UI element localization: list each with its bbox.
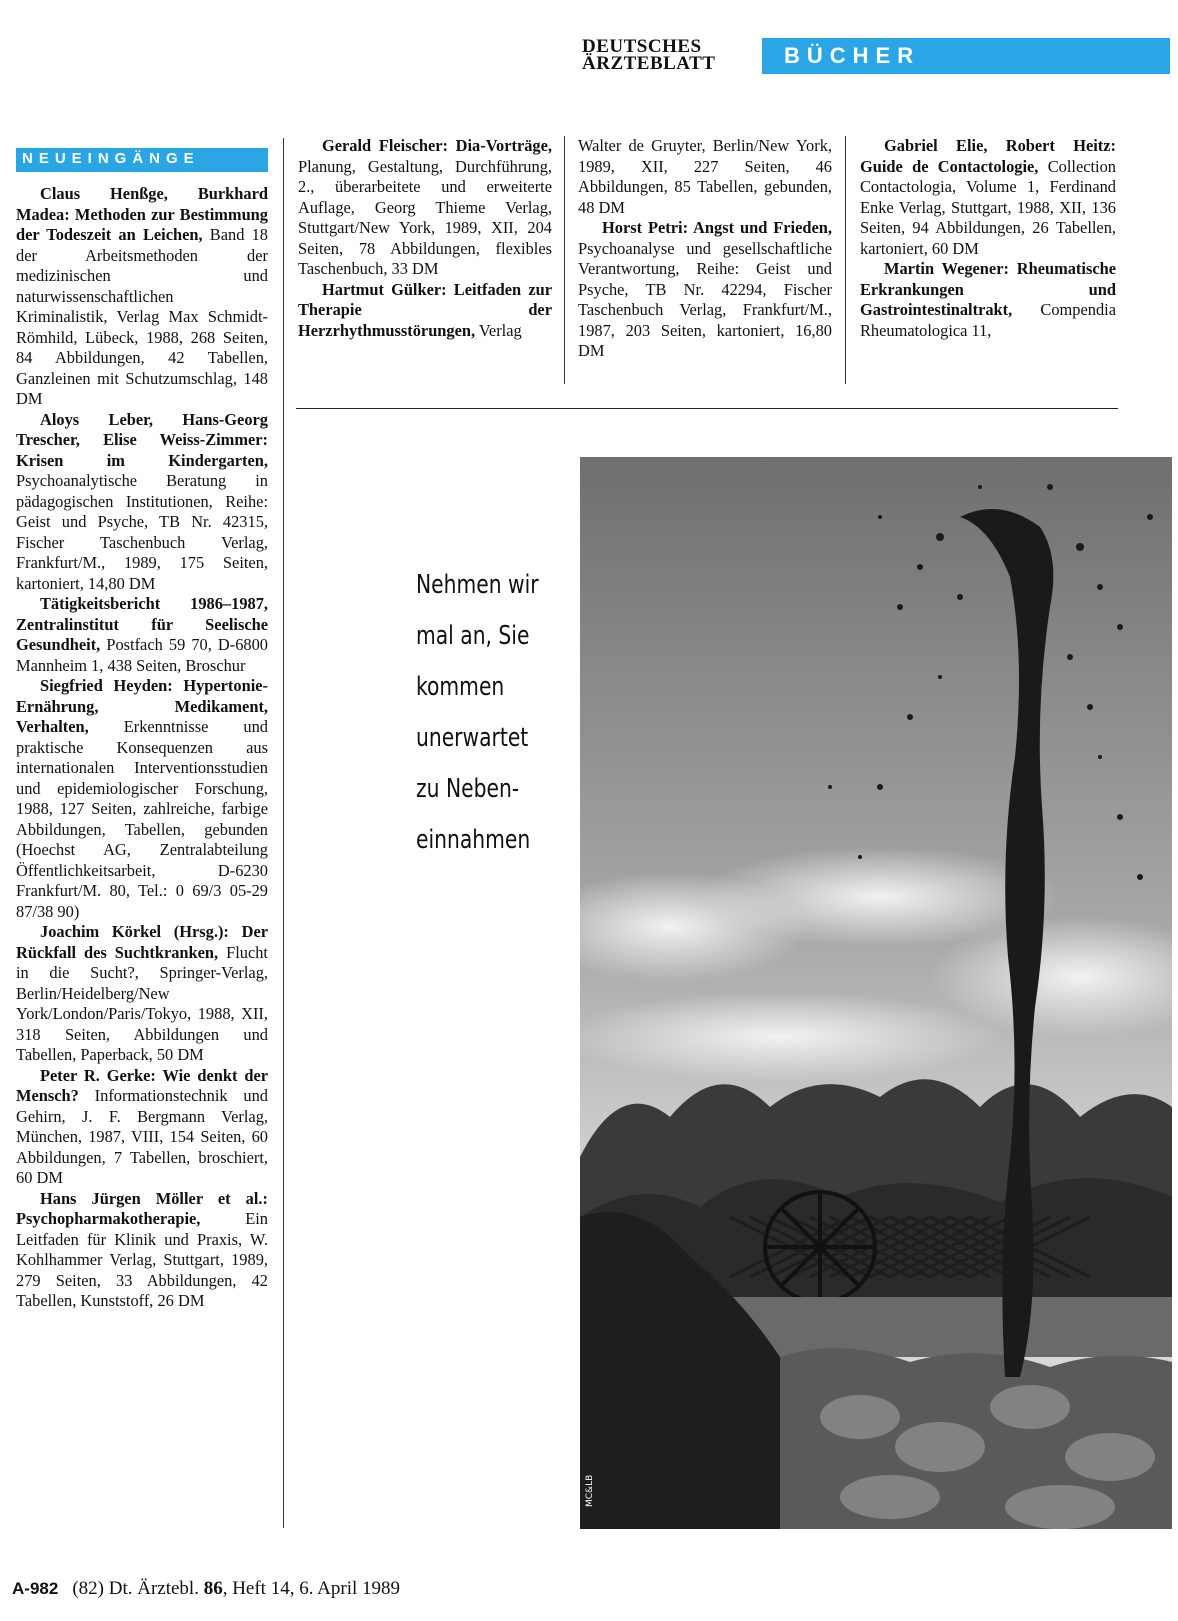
- book-details: Planung, Gestaltung, Durchführung, 2., überarbeitete und erweiterte Auflage, Georg Thieme Verlag, Stuttgart/New York, 1989, XII, 204 Seiten, 78 Abbildungen, flexibles Taschenbuch, 33 DM: [298, 156, 552, 278]
- advert-photo: [580, 457, 1172, 1529]
- citation-pre: (82) Dt. Ärztebl.: [72, 1578, 204, 1599]
- book-details: Compendia Rheumatologica 11,: [860, 300, 1116, 340]
- book-author-title: Peter R. Gerke: Wie denkt der Mensch?: [16, 1065, 268, 1105]
- wagon-wheel: [765, 1192, 875, 1302]
- masthead-line2: ÄRZTEBLATT: [582, 53, 716, 74]
- column-1: [16, 148, 268, 1312]
- page-number: A-982: [12, 1579, 59, 1598]
- page-footer: [12, 1578, 400, 1600]
- book-details: Erkenntnisse und praktische Konsequenzen aus internationalen Interventionsstudien und epidemiologischer Forschung, 1988, 127 Seiten, zahlreiche, farbige Abbildungen, Tabellen, gebunden (Hoechst AG, Zentralabteilung Öffentlichkeitsarbeit, D-6230 Frankfurt/M. 80, Tel.: 0 69/3 05-29 87/38 90): [16, 717, 268, 921]
- column-divider: [283, 138, 284, 1528]
- book-entry: [860, 136, 1116, 259]
- book-details: Postfach 59 70, D-6800 Mannheim 1, 438 Seiten, Broschur: [16, 635, 268, 675]
- book-entry: [298, 136, 552, 280]
- advert-line: unerwartet: [416, 723, 529, 753]
- book-details: Psychoanalyse und gesellschaftliche Verantwortung, Reihe: Geist und Psyche, TB Nr. 42294, Fischer Taschenbuch Verlag, Frankfurt/M., 1987, 203 Seiten, kartoniert, 16,80 DM: [578, 238, 832, 360]
- book-entry: [16, 1066, 268, 1189]
- book-details: Informationstechnik und Gehirn, J. F. Bergmann Verlag, München, 1987, VIII, 154 Seiten, 60 Abbildungen, 7 Tabellen, broschiert, 60 DM: [16, 1086, 268, 1187]
- section-banner: [762, 38, 1170, 74]
- book-author-title: Hans Jürgen Möller et al.: Psychopharmakotherapie,: [16, 1188, 268, 1228]
- book-author-title: Horst Petri: Angst und Frieden,: [602, 218, 832, 237]
- column-4: [860, 136, 1116, 341]
- book-entry: [16, 594, 268, 676]
- book-details: Ein Leitfaden für Klinik und Praxis, W. Kohlhammer Verlag, Stuttgart, 1989, 279 Seiten, 33 Abbildungen, 42 Tabellen, Kunststoff, 26 DM: [16, 1209, 268, 1310]
- advert-line: kommen: [416, 672, 505, 702]
- section-title: BÜCHER: [784, 43, 921, 68]
- advert-headline: [416, 560, 549, 866]
- book-entry: [16, 676, 268, 922]
- book-entry: [16, 1189, 268, 1312]
- advert-line: einnahmen: [416, 825, 531, 855]
- neueingaenge-text: NEUEINGÄNGE: [22, 150, 200, 167]
- book-author-title: Aloys Leber, Hans-Georg Trescher, Elise Weiss-Zimmer: Krisen im Kindergarten,: [16, 409, 268, 470]
- column-2: [298, 136, 552, 341]
- book-details: Band 18 der Arbeitsmethoden der medizinischen und naturwissenschaftlichen Kriminalistik, Verlag Max Schmidt-Römhild, Lübeck, 1988, 268 Seiten, 84 Abbildungen, 42 Tabellen, Ganzleinen mit Schutzumschlag, 148 DM: [16, 225, 268, 408]
- book-author-title: Siegfried Heyden: Hypertonie-Ernährung, Medikament, Verhalten,: [16, 676, 268, 736]
- citation-volume: 86: [203, 1578, 223, 1599]
- neueingaenge-label: [16, 148, 268, 172]
- book-author-title: Tätigkeitsbericht 1986–1987, Zentralinstitut für Seelische Gesundheit,: [16, 594, 268, 654]
- garden-fountain-image: [580, 457, 1172, 1529]
- book-author-title: Martin Wegener: Rheumatische Erkrankungen und Gastrointestinaltrakt,: [860, 259, 1116, 319]
- book-entry: [298, 280, 552, 342]
- horizontal-rule: [296, 408, 1118, 409]
- book-entry: [860, 259, 1116, 341]
- book-author-title: Gabriel Elie, Robert Heitz: Guide de Contactologie,: [860, 136, 1116, 176]
- advert-line: mal an, Sie: [416, 621, 530, 651]
- book-entry: [16, 184, 268, 410]
- book-entry: [16, 922, 268, 1066]
- book-details: Psychoanalytische Beratung in pädagogischen Institutionen, Reihe: Geist und Psyche, TB Nr. 42315, Fischer Taschenbuch Verlag, Frankfurt/M., 1989, 175 Seiten, kartoniert, 14,80 DM: [16, 471, 268, 593]
- photo-credit: MC&LB: [585, 1474, 595, 1507]
- book-author-title: Joachim Körkel (Hrsg.): Der Rückfall des Suchtkranken,: [16, 922, 268, 962]
- book-details: Collection Contactologia, Volume 1, Ferdinand Enke Verlag, Stuttgart, 1988, XII, 136 Seiten, 94 Abbildungen, 26 Tabellen, kartoniert, 60 DM: [860, 156, 1116, 258]
- advert-line: zu Neben-: [416, 774, 520, 804]
- citation-post: , Heft 14, 6. April 1989: [222, 1578, 401, 1599]
- book-entry: [578, 136, 832, 218]
- book-author-title: Hartmut Gülker: Leitfaden zur Therapie der Herzrhythmusstörungen,: [298, 279, 552, 340]
- column-divider: [564, 136, 565, 384]
- book-entry: [16, 410, 268, 595]
- entries-column-2: [298, 136, 552, 341]
- entries-column-1: [16, 184, 268, 1312]
- book-entry: [578, 218, 832, 362]
- advert-line: Nehmen wir: [416, 570, 539, 600]
- book-author-title: Claus Henßge, Burkhard Madea: Methoden zur Bestimmung der Todeszeit an Leichen,: [16, 184, 268, 244]
- column-divider: [845, 136, 846, 384]
- entries-column-4: [860, 136, 1116, 341]
- entries-column-3: [578, 136, 832, 362]
- book-details: Flucht in die Sucht?, Springer-Verlag, Berlin/Heidelberg/New York/London/Paris/Tokyo, 1988, XII, 318 Seiten, Abbildungen und Tabellen, Paperback, 50 DM: [16, 942, 268, 1064]
- book-author-title: Gerald Fleischer: Dia-Vorträge,: [322, 136, 552, 155]
- masthead: [582, 38, 742, 72]
- book-details: Verlag: [475, 320, 522, 340]
- book-details: Walter de Gruyter, Berlin/New York, 1989, XII, 227 Seiten, 46 Abbildungen, 85 Tabellen, gebunden, 48 DM: [578, 136, 832, 217]
- column-3: [578, 136, 832, 362]
- masthead-line1: DEUTSCHES: [582, 36, 702, 57]
